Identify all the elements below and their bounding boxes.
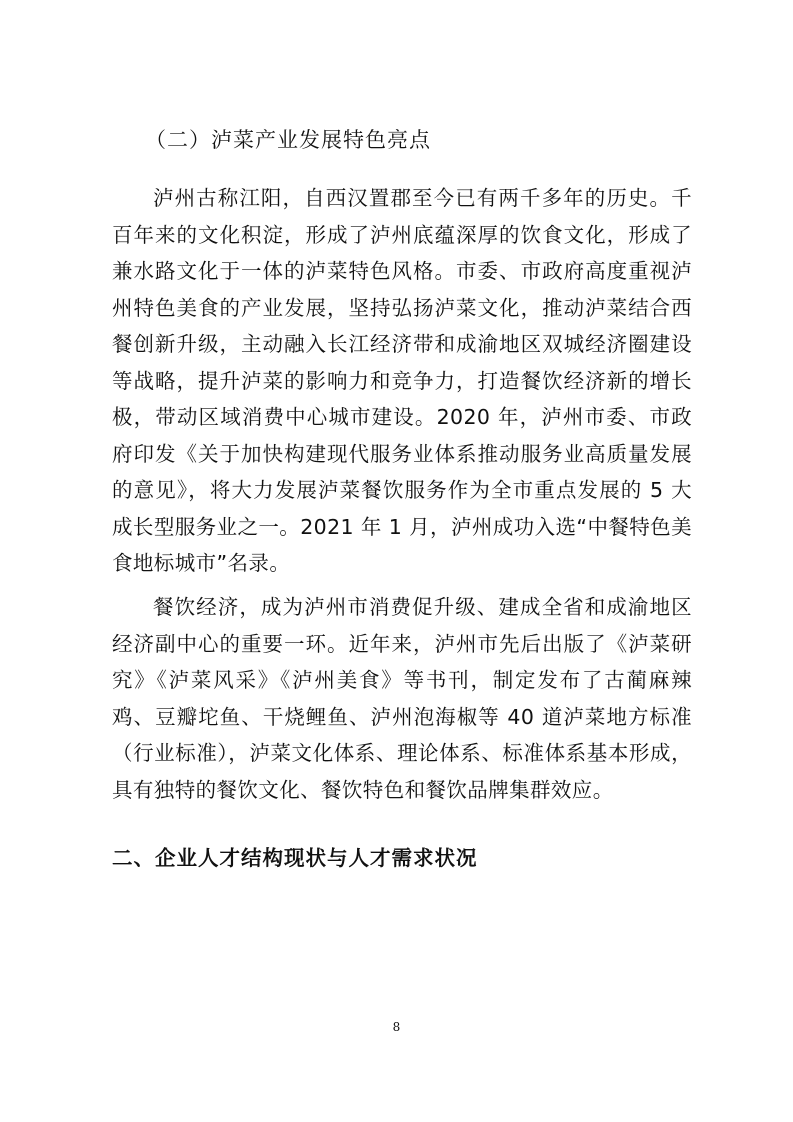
paragraph-history: 泸州古称江阳，自西汉置郡至今已有两千多年的历史。千百年来的文化积淀，形成了泸州底蕴深厚的饮食文化，形成了兼水路文化于一体的泸菜特色风格。市委、市政府高度重视泸州特色美食的产业发展，坚持弘扬泸菜文化，推动泸菜结合西餐创新升级，主动融入长江经济带和成渝地区双城经济圈建设等战略，提升泸菜的影响力和竞争力，打造餐饮经济新的增长极，带动区域消费中心城市建设。2020 年，泸州市委、市政府印发《关于加快构建现代服务业体系推动服务业高质量发展的意见》，将大力发展泸菜餐饮服务作为全市重点发展的 5 大成长型服务业之一。2021 年 1 月，泸州成功入选“中餐特色美食地标城市”名录。 — [112, 186, 692, 575]
section-heading: （二）泸菜产业发展特色亮点 — [145, 128, 431, 152]
chapter-heading: 二、企业人才结构现状与人才需求状况 — [112, 846, 478, 870]
page-number: 8 — [392, 1020, 401, 1034]
paragraph-economy: 餐饮经济，成为泸州市消费促升级、建成全省和成渝地区经济副中心的重要一环。近年来，泸州市先后出版了《泸菜研究》《泸菜风采》《泸州美食》等书刊，制定发布了古蔺麻辣鸡、豆瓣坨鱼、干烧鲤鱼、泸州泡海椒等 40 道泸菜地方标准（行业标准），泸菜文化体系、理论体系、标准体系基本形成，具有独特的餐饮文化、餐饮特色和餐饮品牌集群效应。 — [112, 595, 692, 802]
